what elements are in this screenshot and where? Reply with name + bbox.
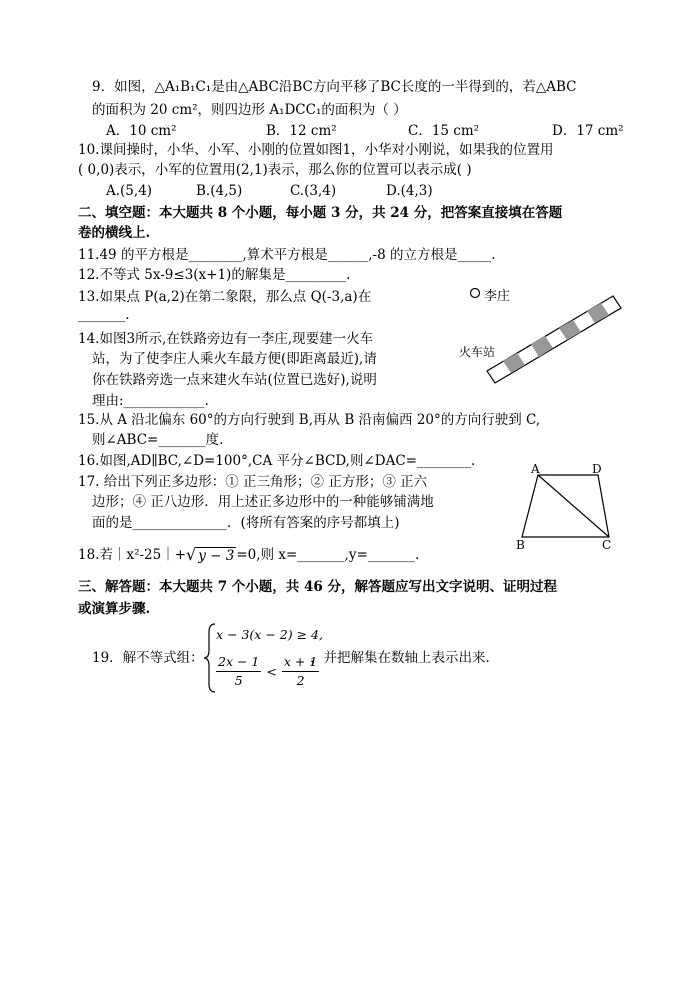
trapezoid-abcd: [522, 475, 609, 537]
q17-line3: 面的是______________．(将所有答案的序号都填上): [92, 515, 400, 531]
q13-line2: _______.: [78, 307, 130, 323]
q14-line4: 理由:____________.: [92, 393, 209, 409]
q15-line1: 15.从 A 沿北偏东 60°的方向行驶到 B,再从 B 沿南偏西 20°的方向行驶到 C,: [78, 412, 541, 428]
railway-figure: [455, 280, 630, 390]
q9-line1: 9．如图，△A₁B₁C₁是由△ABC沿BC方向平移了BC长度的一半得到的，若△ABC: [92, 79, 577, 95]
sqrt-expression: [186, 546, 236, 564]
q18-suffix: =0,则 x=_______,y=_______.: [236, 547, 420, 563]
railway-track: [487, 296, 621, 383]
radicand: y − 3: [198, 548, 235, 564]
section3-heading-line2: 或演算步骤.: [78, 601, 151, 617]
village-label: 李庄: [484, 289, 511, 304]
q10-option-b: B.(4,5): [196, 183, 243, 199]
q9-option-d: D．17 cm²: [552, 123, 624, 139]
section2-heading-line2: 卷的横线上.: [78, 225, 151, 241]
less-than-sign: <: [266, 663, 277, 679]
fraction-left-numerator: 2x − 1: [216, 653, 261, 672]
diagonal-ac: [538, 475, 609, 537]
q10-option-a: A.(5,4): [106, 183, 153, 199]
q11: 11.49 的平方根是________,算术平方根是______,-8 的立方根是_____.: [78, 247, 496, 263]
fraction-right-numerator: x + 1: [282, 653, 319, 672]
q15-line2: 则∠ABC=_______度.: [92, 432, 224, 448]
q14-line2: 站，为了使李庄人乘火车最方便(即距离最近),请: [92, 351, 377, 367]
radical-sign: √: [186, 545, 197, 564]
q14-line1: 14.如图3所示,在铁路旁边有一李庄,现要建一火车: [78, 331, 374, 347]
fraction-right-denominator: 2: [296, 672, 305, 688]
trapezoid-figure: [510, 460, 620, 552]
q19-prefix: 19．解不等式组：: [92, 650, 204, 666]
section3-heading-line1: 三、解答题：本大题共 7 个小题，共 46 分，解答题应写出文字说明、证明过程: [78, 579, 557, 595]
q13-line1: 13.如果点 P(a,2)在第二象限，那么点 Q(-3,a)在: [78, 289, 372, 305]
q9-line2: 的面积为 20 cm²，则四边形 A₁DCC₁的面积为（ ）: [92, 102, 407, 118]
q12: 12.不等式 5x-9≤3(x+1)的解集是_________.: [78, 267, 351, 283]
vertex-c-label: C: [602, 538, 612, 552]
q9-option-b: B．12 cm²: [266, 123, 337, 139]
fraction-left-denominator: 5: [234, 672, 243, 688]
q17-line1: 17. 给出下列正多边形：① 正三角形；② 正方形；③ 正六: [78, 474, 428, 490]
q10-option-c: C.(3,4): [290, 183, 337, 199]
section2-heading-line1: 二、填空题：本大题共 8 个小题，每小题 3 分，共 24 分，把答案直接填在答题: [78, 205, 563, 221]
station-label: 火车站: [459, 345, 496, 359]
q16: 16.如图,AD∥BC,∠D=100°,CA 平分∠BCD,则∠DAC=________.: [78, 453, 476, 469]
q18-prefix: 18.若｜x²-25｜+: [78, 547, 187, 563]
fraction-left: [216, 653, 261, 690]
vertex-b-label: B: [516, 538, 525, 552]
q10-line1: 10.课间操时，小华、小军、小刚的位置如图1，小华对小刚说，如果我的位置用: [78, 142, 554, 158]
vertex-a-label: A: [531, 462, 540, 476]
q10-line2: ( 0,0)表示，小军的位置用(2,1)表示，那么你的位置可以表示成( ): [78, 162, 472, 178]
village-marker: [471, 289, 480, 298]
q9-option-a: A．10 cm²: [106, 123, 177, 139]
q10-option-d: D.(4,3): [386, 183, 433, 199]
inequality-2: [216, 648, 319, 694]
inequality-1: x − 3(x − 2) ≥ 4,: [216, 627, 323, 642]
q9-option-c: C．15 cm²: [408, 123, 480, 139]
q17-line2: 边形；④ 正八边形．用上述正多边形中的一种能够铺满地: [92, 494, 434, 510]
q19-suffix: ，并把解集在数轴上表示出来.: [310, 650, 490, 666]
vertex-d-label: D: [592, 462, 602, 476]
q18: [78, 546, 419, 564]
q14-line3: 你在铁路旁选一点来建火车站(位置已选好),说明: [92, 372, 377, 388]
